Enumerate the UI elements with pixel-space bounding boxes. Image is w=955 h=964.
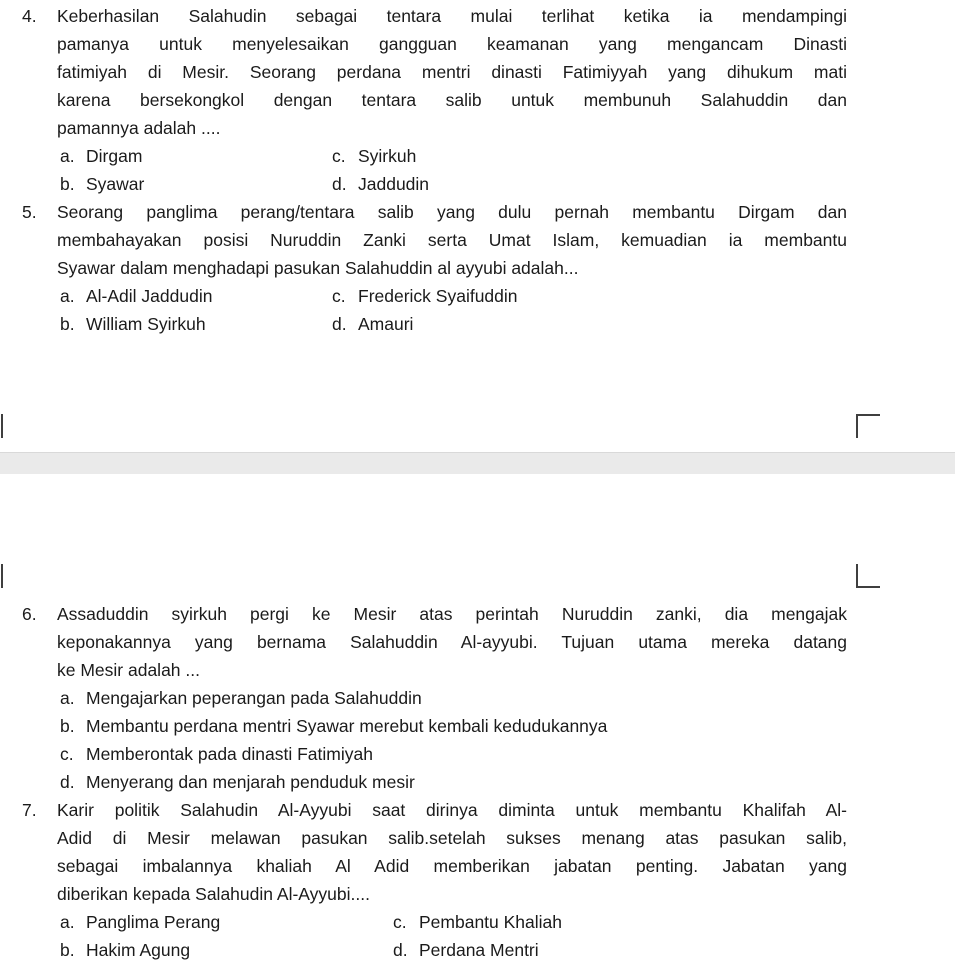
question-text-line: Karir politik Salahudin Al-Ayyubi saat dirinya diminta untuk membantu Khalifah Al- [57, 800, 847, 820]
page-top-margin [0, 474, 955, 600]
question-number: 4. [22, 6, 37, 26]
option-letter: a. [60, 688, 75, 708]
option-item [60, 310, 332, 338]
option-text: Membantu perdana mentri Syawar merebut kembali kedudukannya [86, 716, 608, 736]
question-4 [0, 2, 955, 198]
question-text-line: karena bersekongkol dengan tentara salib untuk membunuh Salahuddin dan [57, 90, 847, 110]
question-text-line: Keberhasilan Salahudin sebagai tentara mulai terlihat ketika ia mendampingi [57, 6, 847, 26]
option-letter: c. [332, 286, 346, 306]
question-body [57, 796, 847, 964]
question-text-line: ke Mesir adalah ... [57, 660, 200, 680]
option-text: Amauri [358, 314, 414, 334]
question-text-line: pamannya adalah .... [57, 118, 221, 138]
question-number: 5. [22, 202, 37, 222]
page-break-band [0, 452, 955, 474]
crop-mark-icon [856, 564, 880, 588]
question-text-line: diberikan kepada Salahudin Al-Ayyubi.... [57, 884, 370, 904]
option-letter: a. [60, 146, 75, 166]
options-grid [60, 908, 847, 964]
question-text-line: Seorang panglima perang/tentara salib yang dulu pernah membantu Dirgam dan [57, 202, 847, 222]
option-letter: a. [60, 286, 75, 306]
question-text-line: fatimiyah di Mesir. Seorang perdana mentri dinasti Fatimiyyah yang dihukum mati [57, 62, 847, 82]
question-text-line: Assaduddin syirkuh pergi ke Mesir atas perintah Nuruddin zanki, dia mengajak [57, 604, 847, 624]
options-grid [60, 282, 847, 338]
option-text: Frederick Syaifuddin [358, 286, 518, 306]
option-letter: d. [393, 940, 408, 960]
options-grid [60, 142, 847, 198]
option-letter: b. [60, 314, 75, 334]
question-text-line: pamanya untuk menyelesaikan gangguan keamanan yang mengancam Dinasti [57, 34, 847, 54]
question-text-line: Adid di Mesir melawan pasukan salib.setelah sukses menang atas pasukan salib, [57, 828, 847, 848]
option-letter: b. [60, 174, 75, 194]
option-item [60, 282, 332, 310]
question-text-line: keponakannya yang bernama Salahuddin Al-ayyubi. Tujuan utama mereka datang [57, 632, 847, 652]
question-text-line: membahayakan posisi Nuruddin Zanki serta Umat Islam, kemuadian ia membantu [57, 230, 847, 250]
option-item [60, 170, 332, 198]
question-6 [0, 600, 955, 796]
option-letter: d. [60, 772, 75, 792]
option-item [60, 142, 332, 170]
option-letter: c. [393, 912, 407, 932]
page-break [0, 338, 955, 600]
option-text: Pembantu Khaliah [419, 912, 563, 932]
option-item [393, 908, 847, 936]
question-body [57, 2, 847, 198]
question-7 [0, 796, 955, 964]
page-bottom-margin [0, 338, 955, 452]
option-letter: d. [332, 174, 347, 194]
crop-mark-icon [1, 414, 3, 438]
option-item [60, 768, 847, 796]
option-letter: a. [60, 912, 75, 932]
option-text: Menyerang dan menjarah penduduk mesir [86, 772, 415, 792]
option-letter: d. [332, 314, 347, 334]
option-text: Mengajarkan peperangan pada Salahuddin [86, 688, 422, 708]
option-text: Syawar [86, 174, 145, 194]
option-letter: b. [60, 716, 75, 736]
option-letter: c. [60, 744, 74, 764]
option-text: Jaddudin [358, 174, 430, 194]
option-item [60, 684, 847, 712]
option-text: Dirgam [86, 146, 143, 166]
options-list [60, 684, 847, 796]
question-number: 7. [22, 800, 37, 820]
option-item [60, 936, 393, 964]
option-item [332, 310, 847, 338]
question-body [57, 600, 847, 796]
option-item [332, 170, 847, 198]
crop-mark-icon [1, 564, 3, 588]
option-text: Syirkuh [358, 146, 417, 166]
option-item [332, 282, 847, 310]
option-item [60, 908, 393, 936]
option-letter: b. [60, 940, 75, 960]
option-text: Perdana Mentri [419, 940, 539, 960]
question-text-line: sebagai imbalannya khaliah Al Adid memberikan jabatan penting. Jabatan yang [57, 856, 847, 876]
option-item [393, 936, 847, 964]
question-body [57, 198, 847, 338]
crop-mark-icon [856, 414, 880, 438]
option-text: Memberontak pada dinasti Fatimiyah [86, 744, 373, 764]
question-5 [0, 198, 955, 338]
option-text: Al-Adil Jaddudin [86, 286, 213, 306]
option-text: Panglima Perang [86, 912, 221, 932]
option-text: William Syirkuh [86, 314, 206, 334]
option-item [60, 740, 847, 768]
option-letter: c. [332, 146, 346, 166]
option-text: Hakim Agung [86, 940, 191, 960]
option-item [332, 142, 847, 170]
question-text-line: Syawar dalam menghadapi pasukan Salahuddin al ayyubi adalah... [57, 258, 579, 278]
question-number: 6. [22, 604, 37, 624]
option-item [60, 712, 847, 740]
